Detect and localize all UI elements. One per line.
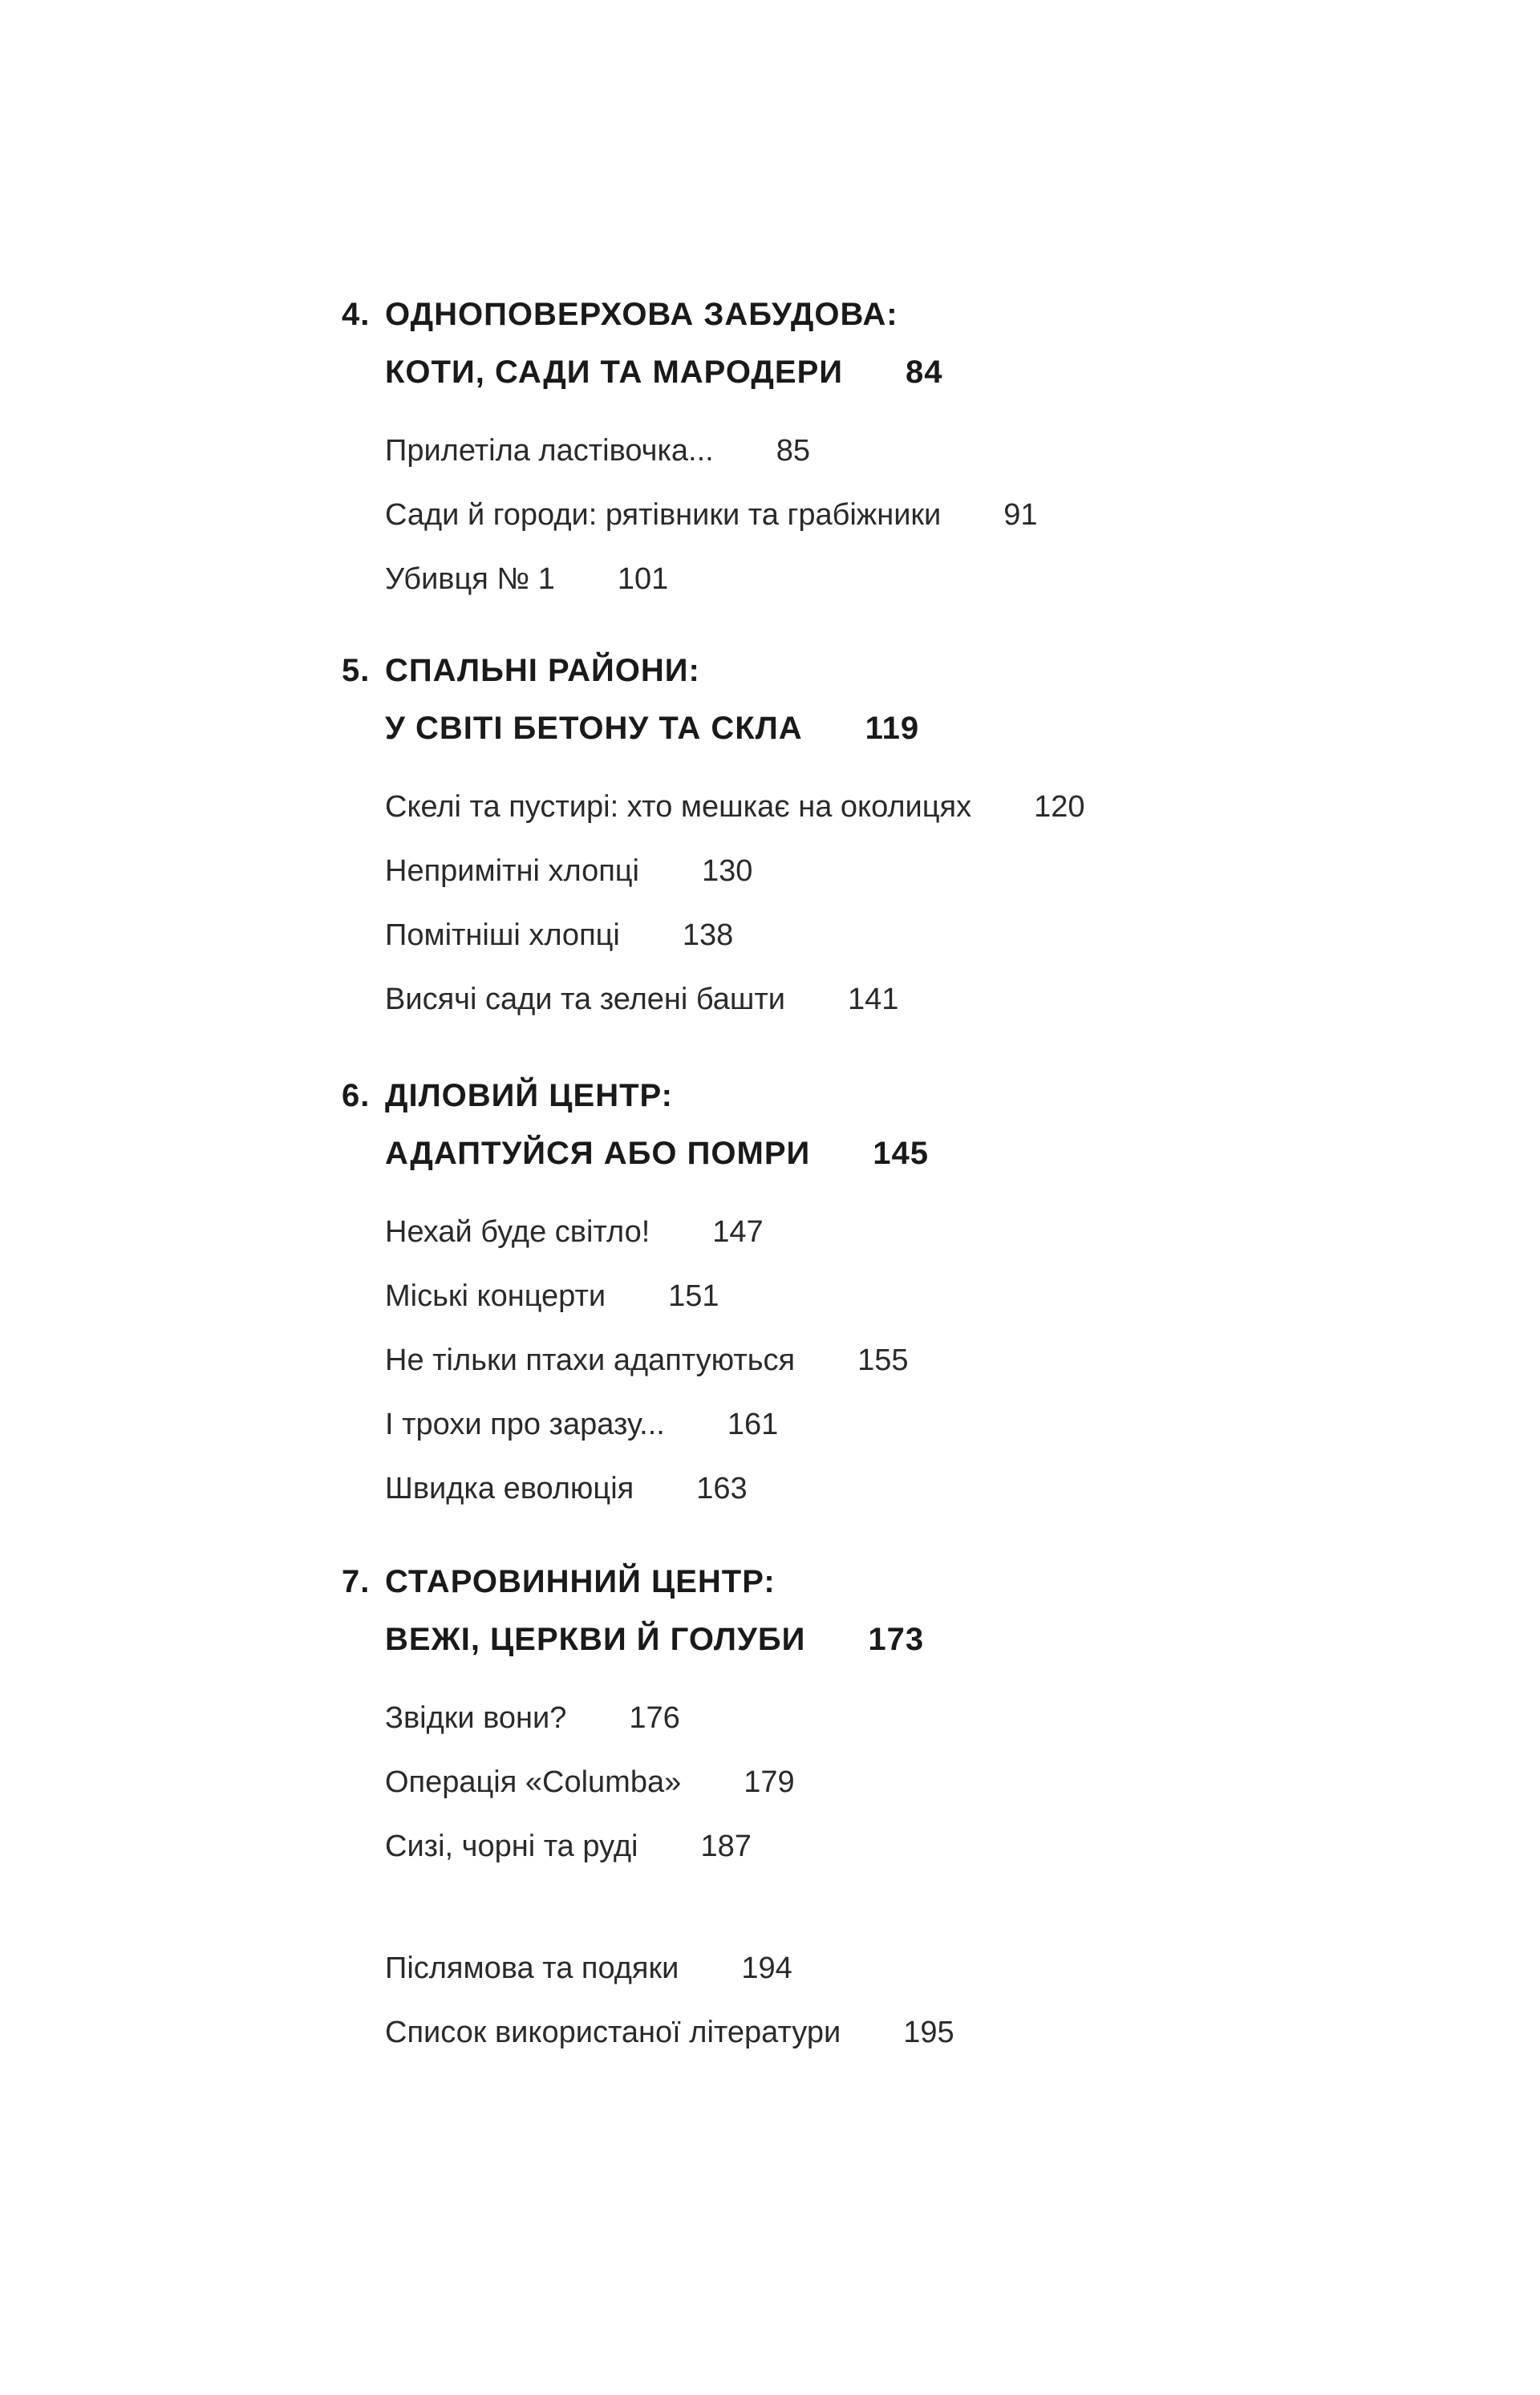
chapter-title-line1: СПАЛЬНІ РАЙОНИ: — [385, 653, 700, 688]
chapter-title-line1: СТАРОВИННИЙ ЦЕНТР: — [385, 1564, 776, 1599]
section-list — [342, 419, 1384, 611]
section-item — [385, 1264, 1384, 1328]
chapter-number: 4. — [342, 297, 371, 332]
section-title: Сизі, чорні та руді — [385, 1830, 638, 1863]
section-title: Непримітні хлопці — [385, 854, 639, 888]
chapter-title-line2: У СВІТІ БЕТОНУ ТА СКЛА — [385, 711, 803, 746]
section-item — [385, 547, 1384, 611]
section-title: Список використаної літератури — [385, 2016, 841, 2049]
section-page: 141 — [848, 983, 899, 1016]
chapter-page: 84 — [906, 355, 943, 390]
chapter-heading — [342, 1553, 1384, 1668]
section-title: Операція «Columba» — [385, 1765, 682, 1799]
chapter-heading — [342, 642, 1384, 757]
section-page: 179 — [744, 1765, 795, 1799]
chapter-title-line2: КОТИ, САДИ ТА МАРОДЕРИ — [385, 355, 844, 390]
section-list — [342, 1686, 1384, 1878]
chapter-6 — [342, 1067, 1384, 1521]
section-page: 91 — [1003, 498, 1038, 532]
section-title: Помітніші хлопці — [385, 918, 620, 952]
section-title: Убивця № 1 — [385, 562, 555, 596]
section-page: 187 — [700, 1830, 752, 1863]
section-title: Висячі сади та зелені башти — [385, 983, 786, 1016]
section-page: 151 — [668, 1279, 719, 1313]
section-item — [385, 483, 1384, 547]
chapter-number: 7. — [342, 1564, 371, 1599]
section-page: 194 — [741, 1951, 792, 1985]
chapter-heading — [342, 286, 1384, 401]
section-page: 120 — [1034, 790, 1085, 824]
section-page: 163 — [696, 1472, 748, 1505]
section-list — [342, 775, 1384, 1031]
section-item — [385, 419, 1384, 483]
chapter-title-line1: ДІЛОВИЙ ЦЕНТР: — [385, 1078, 673, 1113]
section-page: 176 — [629, 1701, 680, 1735]
section-item — [385, 1200, 1384, 1264]
section-title: Швидка еволюція — [385, 1472, 634, 1505]
section-item — [385, 1328, 1384, 1392]
chapter-page: 119 — [865, 711, 920, 746]
section-item — [385, 1750, 1384, 1814]
back-matter-list — [385, 1936, 1348, 2065]
section-page: 85 — [776, 434, 810, 468]
section-title: Скелі та пустирі: хто мешкає на околицях — [385, 790, 972, 824]
section-item — [385, 1686, 1384, 1750]
section-list — [342, 1200, 1384, 1521]
section-title: Міські концерти — [385, 1279, 606, 1313]
chapter-page: 145 — [873, 1136, 930, 1171]
chapter-page: 173 — [868, 1622, 925, 1657]
section-title: Звідки вони? — [385, 1701, 567, 1735]
chapter-number: 5. — [342, 653, 371, 688]
section-item — [385, 775, 1384, 839]
chapter-title-line2: ВЕЖІ, ЦЕРКВИ Й ГОЛУБИ — [385, 1622, 806, 1657]
chapter-number: 6. — [342, 1078, 371, 1113]
chapter-title-line1: ОДНОПОВЕРХОВА ЗАБУДОВА: — [385, 297, 898, 332]
section-page: 195 — [903, 2016, 954, 2049]
section-item — [385, 1392, 1384, 1457]
section-item — [385, 839, 1384, 903]
chapter-heading — [342, 1067, 1384, 1182]
section-title: Післямова та подяки — [385, 1951, 679, 1985]
section-title: Сади й городи: рятівники та грабіжники — [385, 498, 942, 532]
chapter-4 — [342, 286, 1384, 611]
chapter-7 — [342, 1553, 1384, 1878]
section-item — [385, 2000, 1348, 2065]
section-page: 161 — [727, 1408, 779, 1441]
section-item — [385, 1814, 1384, 1878]
chapter-5 — [342, 642, 1384, 1031]
section-page: 155 — [857, 1343, 909, 1377]
section-title: Нехай буде світло! — [385, 1215, 650, 1249]
section-item — [385, 967, 1384, 1031]
section-item — [385, 1457, 1384, 1521]
chapter-title-line2: АДАПТУЙСЯ АБО ПОМРИ — [385, 1136, 811, 1171]
section-title: І трохи про заразу... — [385, 1408, 665, 1441]
section-title: Не тільки птахи адаптуються — [385, 1343, 796, 1377]
section-page: 101 — [617, 562, 669, 596]
section-item — [385, 1936, 1348, 2000]
section-page: 130 — [702, 854, 753, 888]
section-page: 147 — [712, 1215, 764, 1249]
section-page: 138 — [682, 918, 734, 952]
section-item — [385, 903, 1384, 967]
section-title: Прилетіла ластівочка... — [385, 434, 714, 468]
